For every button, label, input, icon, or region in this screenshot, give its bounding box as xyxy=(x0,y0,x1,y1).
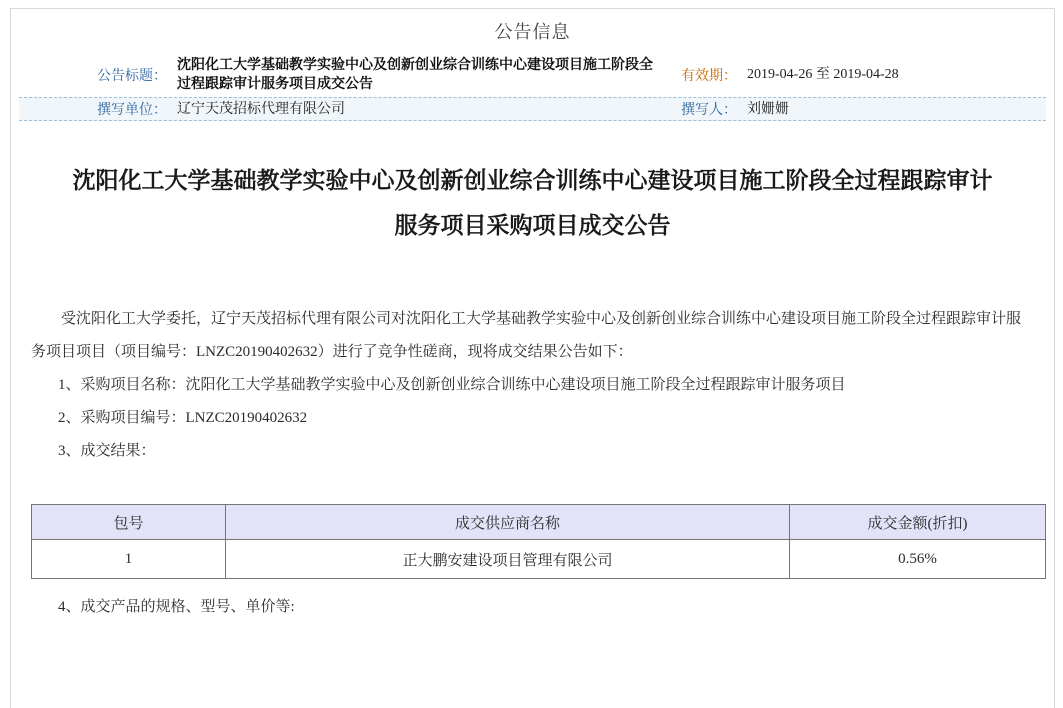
intro-paragraph: 受沈阳化工大学委托，辽宁天茂招标代理有限公司对沈阳化工大学基础教学实验中心及创新创业综合训练中心建设项目施工阶段全过程跟踪审计服务项目项目（项目编号：LNZC20190402632）进行了竞争性磋商，现将成交结果公告如下： xyxy=(31,311,1022,360)
cell-amount: 0.56% xyxy=(790,540,1046,579)
writer-label: 撰写人： xyxy=(681,103,737,118)
list-item-product-specs: 4、成交产品的规格、型号、单价等: xyxy=(58,599,295,615)
header-cell-package-no: 包号 xyxy=(32,505,226,540)
writing-unit-value: 辽宁天茂招标代理有限公司 xyxy=(177,101,345,117)
result-table-header-row xyxy=(32,505,1046,540)
item-list xyxy=(31,369,1034,468)
announcement-title-label: 公告标题： xyxy=(97,68,167,84)
article-title xyxy=(19,159,1046,249)
article-title-line-2: 服务项目采购项目成交公告 xyxy=(394,213,671,239)
article-body xyxy=(19,303,1046,468)
list-item-project-name: 1、采购项目名称：沈阳化工大学基础教学实验中心及创新创业综合训练中心建设项目施工阶段全过程跟踪审计服务项目 xyxy=(58,377,846,393)
cell-package-no: 1 xyxy=(32,540,226,579)
article-title-line-1: 沈阳化工大学基础教学实验中心及创新创业综合训练中心建设项目施工阶段全过程跟踪审计 xyxy=(72,168,993,194)
header-cell-amount: 成交金额(折扣) xyxy=(790,505,1046,540)
meta-row-unit-writer xyxy=(19,97,1046,121)
page-title: 公告信息 xyxy=(494,22,571,42)
list-item-project-number: 2、采购项目编号：LNZC20190402632 xyxy=(58,410,308,426)
announcement-panel xyxy=(10,8,1055,708)
valid-period-label: 有效期： xyxy=(681,68,737,84)
announcement-title-value: 沈阳化工大学基础教学实验中心及创新创业综合训练中心建设项目施工阶段全过程跟踪审计服务项目成交公告 xyxy=(177,57,653,92)
writer-value: 刘姗姗 xyxy=(747,101,789,117)
result-table xyxy=(31,504,1046,579)
valid-period-value: 2019-04-26 至 2019-04-28 xyxy=(747,67,899,82)
writing-unit-label: 撰写单位： xyxy=(97,103,167,118)
cell-supplier-name: 正大鹏安建设项目管理有限公司 xyxy=(226,540,790,579)
table-row xyxy=(32,540,1046,579)
meta-row-title-period xyxy=(19,52,1046,97)
header-cell-supplier-name: 成交供应商名称 xyxy=(226,505,790,540)
list-item-result: 3、成交结果： xyxy=(58,443,156,459)
